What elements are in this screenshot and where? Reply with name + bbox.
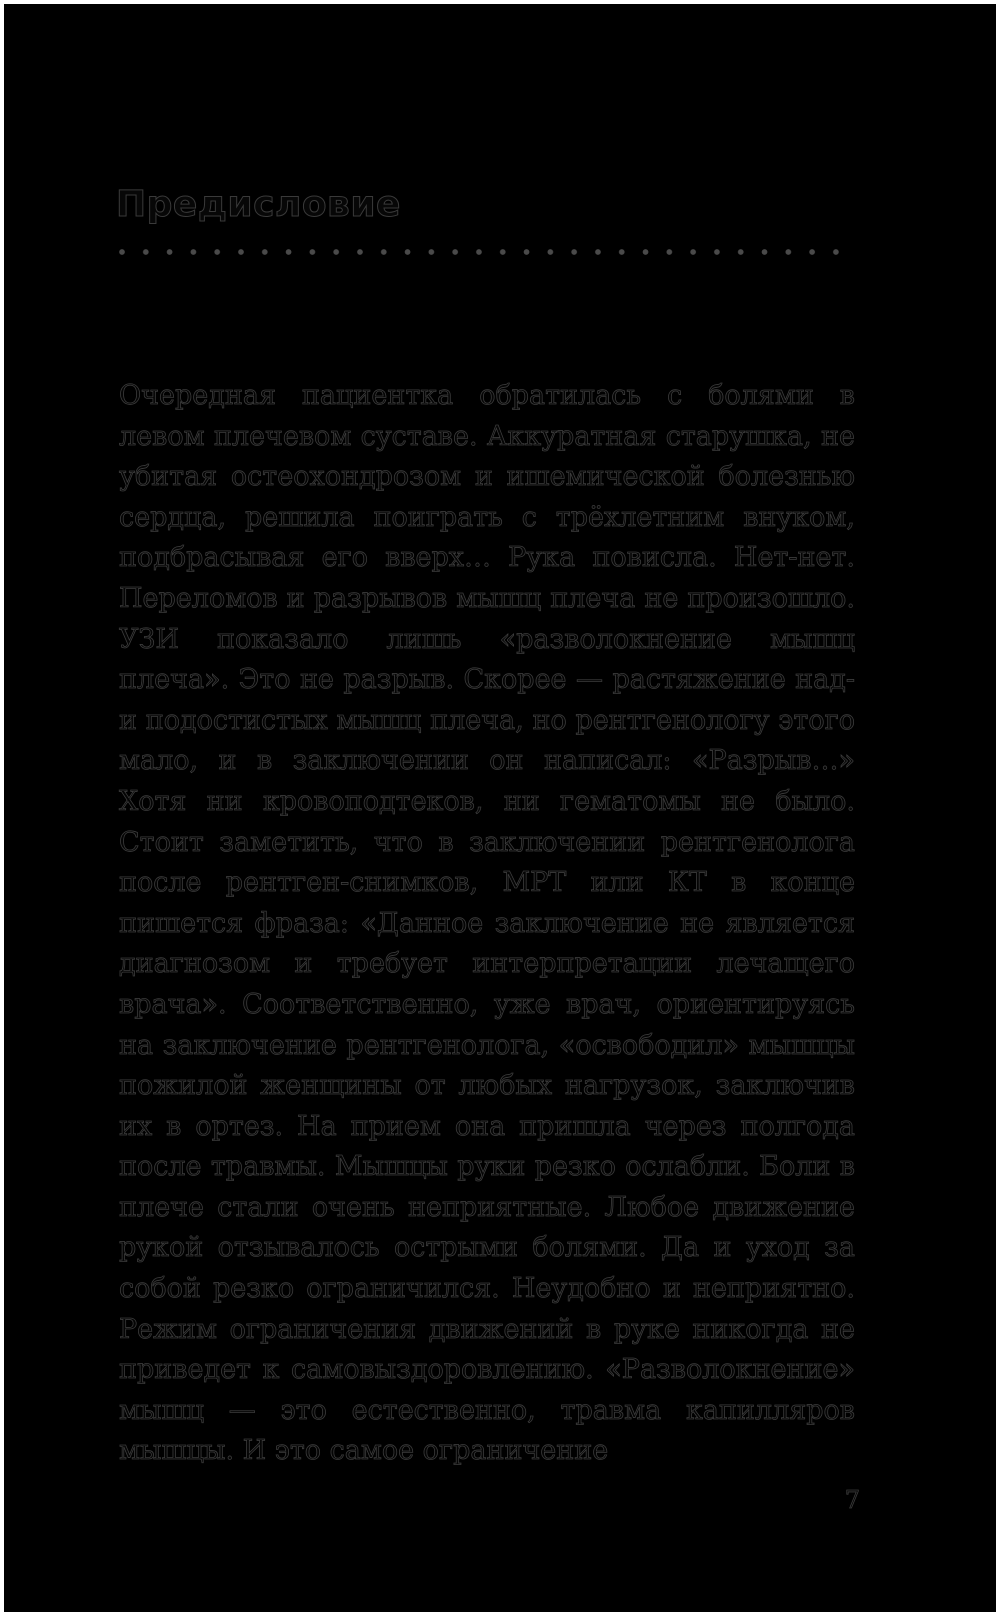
chapter-heading: Предисловие (116, 184, 401, 225)
body-paragraph: Очередная пациентка обратилась с болями в левом плечевом суставе. Аккуратная старушка, не убитая остеохондрозом и ишемической болезнью сердца, решила поиграть с трёхлетним внуком, подбрасывая его вверх… Рука повисла. Нет-нет. Переломов и разрывов мышц плеча не произошло. УЗИ показало лишь «разволокнение мышц плеча». Это не разрыв. Скорее — растяжение над- и подостистых мышц плеча, но рентгенологу этого мало, и в заключении он написал: «Разрыв…» Хотя ни кровоподтеков, ни гематомы не было. Стоит заметить, что в заключении рентгенолога после рентген-снимков, МРТ или КТ в конце пишется фраза: «Данное заключение не является диагнозом и требует интерпретации лечащего врача». Соответственно, уже врач, ориентируясь на заключение рентгенолога, «освободил» мышцы пожилой женщины от любых нагрузок, заключив их в ортез. На прием она пришла через полгода после травмы. Мышцы руки резко ослабли. Боли в плече стали очень неприятные. Любое движение рукой отзывалось острыми болями. Да и уход за собой резко ограничился. Неудобно и неприятно. Режим ограничения движений в руке никогда не приведет к самовыздоровлению. «Разволокнение» мышц — это естественно, травма капилляров мышцы. И это самое ограничение (119, 380, 855, 1467)
dotted-divider (118, 248, 856, 257)
page-number: 7 (844, 1486, 860, 1514)
book-page (4, 4, 996, 1612)
